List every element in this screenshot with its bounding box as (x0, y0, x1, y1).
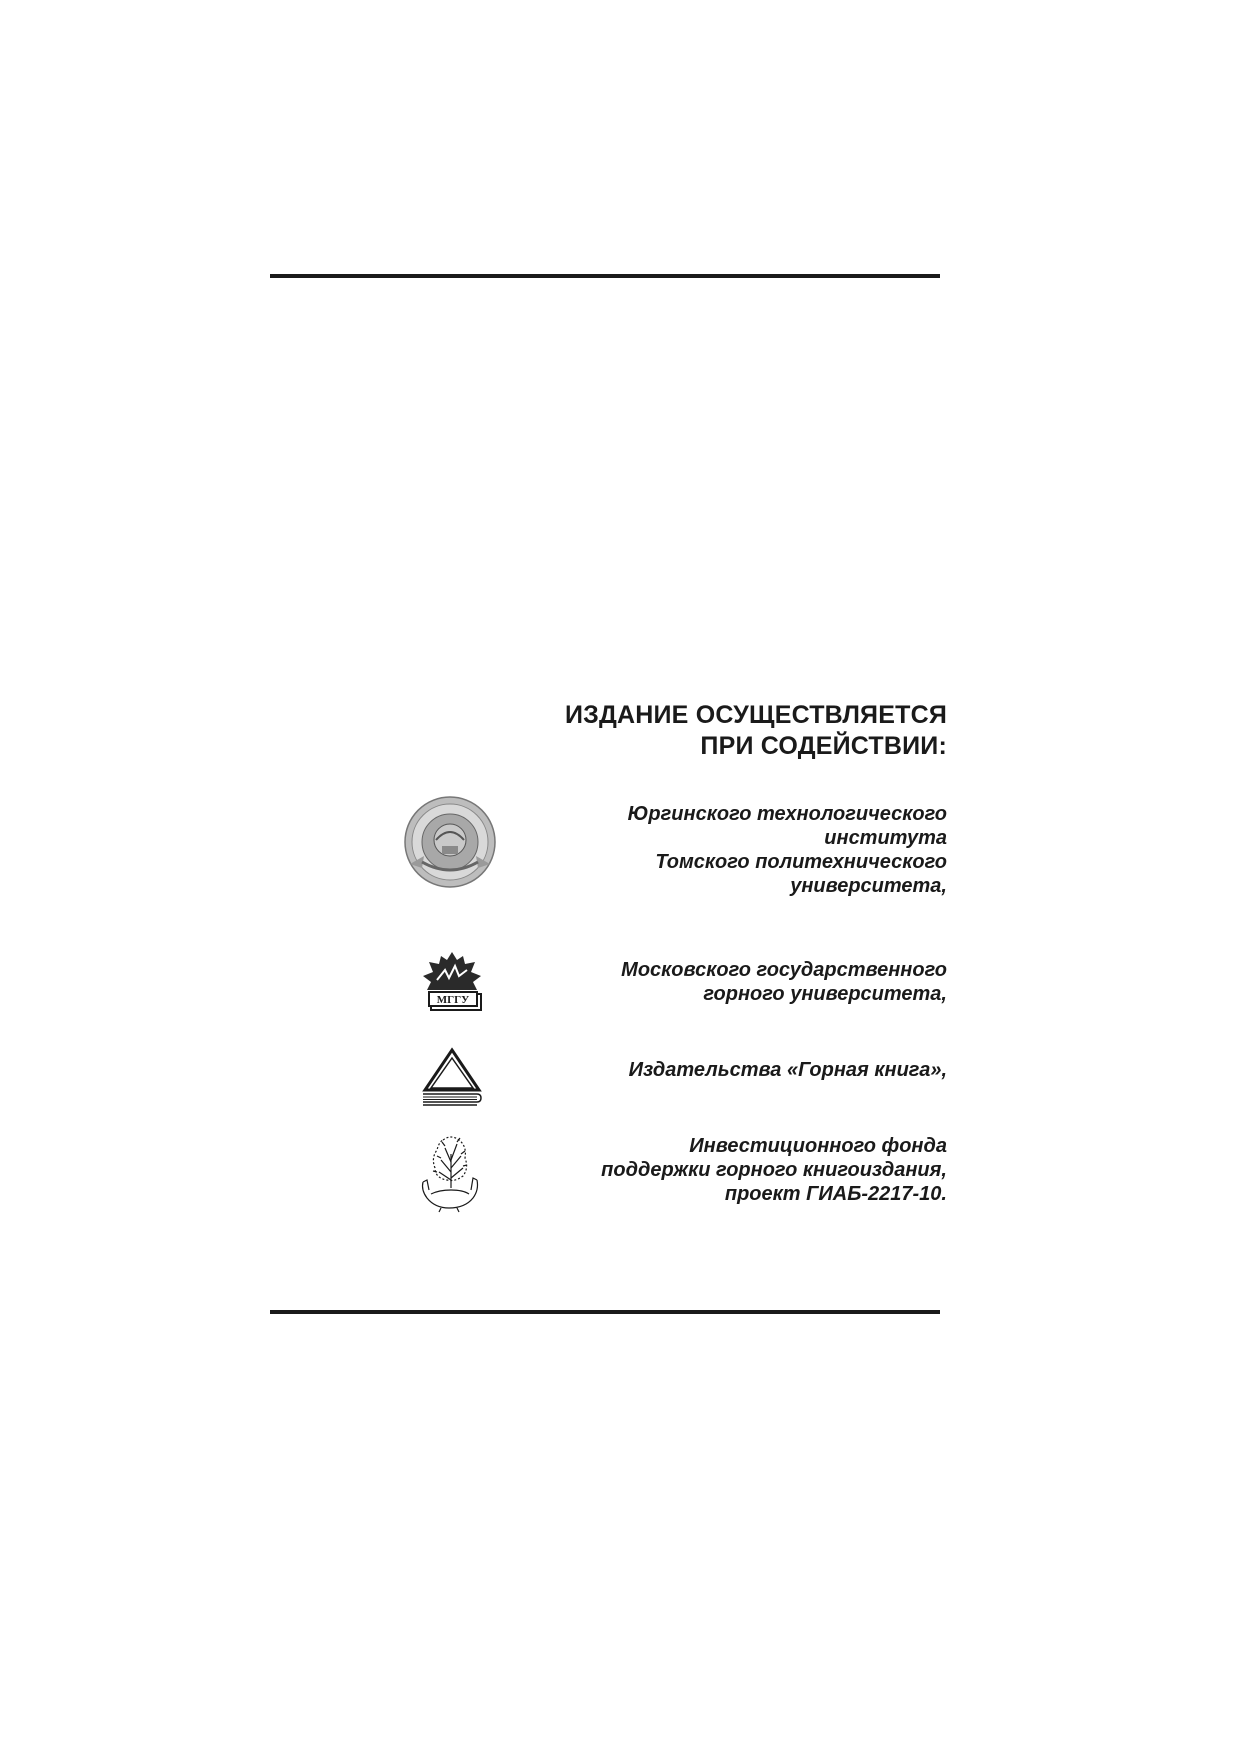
sponsor-line: поддержки горного книгоиздания, (601, 1159, 947, 1181)
mggu-emblem-icon (419, 950, 485, 1012)
sponsor-line: Томского политехнического (655, 851, 947, 873)
sponsor-line: института (824, 827, 947, 849)
heading-line-1: ИЗДАНИЕ ОСУЩЕСТВЛЯЕТСЯ (564, 701, 947, 729)
svg-text:МГГУ: МГГУ (436, 994, 470, 1006)
sponsor-line: университета, (790, 875, 947, 897)
sponsor-line: Издательства «Горная книга», (628, 1059, 947, 1081)
top-rule (270, 274, 940, 278)
university-seal-icon (402, 794, 498, 890)
sponsor-gornaya-kniga-publisher (527, 1058, 947, 1082)
sponsor-line: Юргинского технологического (627, 803, 947, 825)
tree-in-hand-icon (417, 1132, 485, 1214)
page-heading (427, 700, 947, 762)
sponsor-moscow-mining-university (527, 958, 947, 1006)
sponsor-investment-fund (527, 1134, 947, 1206)
mountain-book-icon (421, 1046, 483, 1110)
sponsor-yurga-institute (527, 802, 947, 898)
heading-line-2: ПРИ СОДЕЙСТВИИ: (700, 732, 947, 760)
sponsor-line: Московского государственного (621, 959, 947, 981)
sponsor-line: проект ГИАБ-2217-10. (724, 1183, 947, 1205)
bottom-rule (270, 1310, 940, 1314)
sponsor-line: горного университета, (703, 983, 947, 1005)
sponsor-line: Инвестиционного фонда (689, 1135, 947, 1157)
